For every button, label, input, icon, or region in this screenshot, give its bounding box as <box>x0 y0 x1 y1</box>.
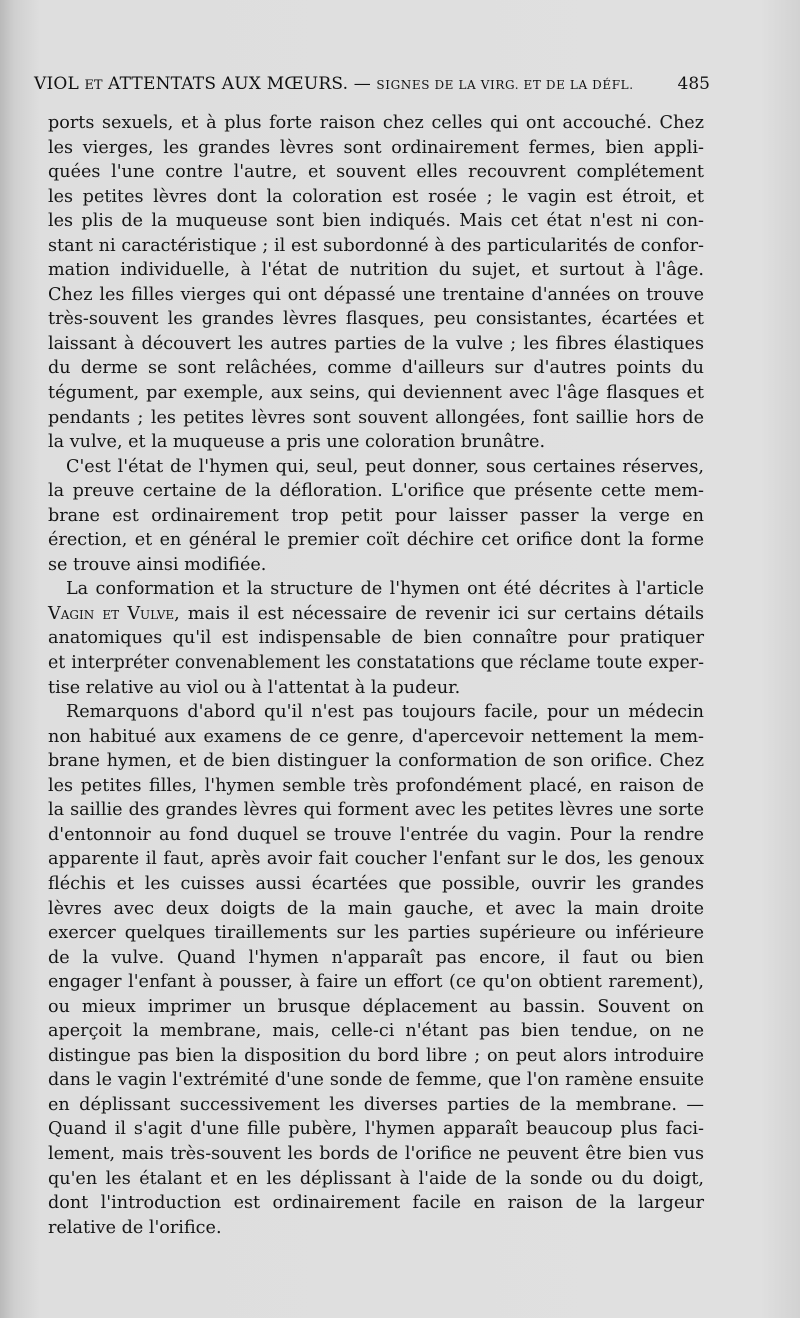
text-line: ports sexuels, et à plus forte raison chez celles qui ont accouché. Chez <box>48 113 704 133</box>
text-line: brane hymen, et de bien distinguer la conformation de son orifice. Chez <box>48 751 704 772</box>
text-line: dans le vagin l'extrémité d'une sonde de femme, que l'on ramène ensuite <box>48 1070 704 1091</box>
text-line: apparente il faut, après avoir fait coucher l'enfant sur le dos, les genoux <box>48 849 704 870</box>
running-title <box>34 74 634 94</box>
text-line: se trouve ainsi modifiée. <box>48 554 267 575</box>
text-line: lèvres avec deux doigts de la main gauche, et avec la main droite <box>48 898 704 919</box>
text-line: C'est l'état de l'hymen qui, seul, peut donner, sous certaines réserves, <box>66 456 704 477</box>
text-line: laissant à découvert les autres parties de la vulve ; les fibres élastiques <box>48 333 704 354</box>
text-line: relative de l'orifice. <box>48 1217 222 1238</box>
text-line: en déplissant successivement les diverses parties de la membrane. — <box>48 1094 704 1115</box>
text-line: stant ni caractéristique ; il est subordonné à des particularités de confor- <box>48 235 704 256</box>
text-line-with-reference <box>48 602 704 627</box>
text-line: qu'en les étalant et en les déplissant à l'aide de la sonde ou du doigt, <box>48 1168 704 1189</box>
text-fragment: , mais il est nécessaire de revenir ici sur certains détails <box>174 603 704 624</box>
text-line: du derme se sont relâchées, comme d'ailleurs sur d'autres points du <box>48 358 704 379</box>
text-line: Remarquons d'abord qu'il n'est pas toujours facile, pour un médecin <box>66 702 704 723</box>
text-line: fléchis et les cuisses aussi écartées que possible, ouvrir les grandes <box>48 873 704 894</box>
text-line: lement, mais très-souvent les bords de l'orifice ne peuvent être bien vus <box>48 1143 704 1164</box>
text-line: de la vulve. Quand l'hymen n'apparaît pas encore, il faut ou bien <box>48 947 704 968</box>
text-line: Quand il s'agit d'une fille pubère, l'hymen apparaît beaucoup plus faci- <box>48 1119 704 1140</box>
text-line: les plis de la muqueuse sont bien indiqués. Mais cet état n'est ni con- <box>48 211 704 232</box>
text-line: ou mieux imprimer un brusque déplacement au bassin. Souvent on <box>48 996 704 1017</box>
text-line: les petites filles, l'hymen semble très profondément placé, en raison de <box>48 775 704 796</box>
text-line: Chez les filles vierges qui ont dépassé une trentaine d'années on trouve <box>48 284 704 305</box>
text-line: la preuve certaine de la défloration. L'orifice que présente cette mem- <box>48 481 704 502</box>
page-number: 485 <box>677 74 710 94</box>
header-title-et: ET <box>84 78 103 93</box>
text-line: pendants ; les petites lèvres sont souvent allongées, font saillie hors de <box>48 407 704 428</box>
text-line: très-souvent les grandes lèvres flasques, peu consistantes, écartées et <box>48 309 704 330</box>
text-line: et interpréter convenablement les constatations que réclame toute exper- <box>48 653 704 674</box>
article-ref-vulve: Vulve <box>127 603 175 624</box>
running-header <box>34 74 710 94</box>
text-line: mation individuelle, à l'état de nutrition du sujet, et surtout à l'âge. <box>48 260 704 281</box>
paragraph-1 <box>48 111 704 455</box>
text-line: érection, et en général le premier coït déchire cet orifice dont la forme <box>48 530 704 551</box>
text-line: la saillie des grandes lèvres qui forment avec les petites lèvres une sorte <box>48 800 704 821</box>
text-line: les petites lèvres dont la coloration est rosée ; le vagin est étroit, et <box>48 186 704 207</box>
text-line: brane est ordinairement trop petit pour laisser passer la verge en <box>48 505 704 526</box>
text-line: d'entonnoir au fond duquel se trouve l'entrée du vagin. Pour la rendre <box>48 824 704 845</box>
text-line: quées l'une contre l'autre, et souvent elles recouvrent complétement <box>48 162 704 183</box>
article-ref-vagin: Vagin <box>48 603 95 624</box>
text-line: distingue pas bien la disposition du bord libre ; on peut alors introduire <box>48 1045 704 1066</box>
header-subtitle: SIGNES DE LA VIRG. ET DE LA DÉFL. <box>376 78 634 92</box>
article-ref-et: et <box>102 603 120 624</box>
header-title-part2: ATTENTATS AUX MŒURS. — <box>108 74 372 94</box>
text-line: dont l'introduction est ordinairement facile en raison de la largeur <box>48 1193 704 1214</box>
text-line: non habitué aux examens de ce genre, d'apercevoir nettement la mem- <box>48 726 704 747</box>
paragraph-4 <box>48 700 704 1240</box>
text-line: tise relative au viol ou à l'attentat à la pudeur. <box>48 677 461 698</box>
text-line: La conformation et la structure de l'hymen ont été décrites à l'article <box>66 579 704 600</box>
text-line: les vierges, les grandes lèvres sont ordinairement fermes, bien appli- <box>48 137 704 158</box>
text-line: engager l'enfant à pousser, à faire un effort (ce qu'on obtient rarement), <box>48 972 704 993</box>
text-line: aperçoit la membrane, mais, celle-ci n'étant pas bien tendue, on ne <box>48 1021 704 1042</box>
paragraph-2 <box>48 455 704 578</box>
text-line: tégument, par exemple, aux seins, qui deviennent avec l'âge flasques et <box>48 383 704 404</box>
paragraph-3 <box>48 577 704 700</box>
text-line: la vulve, et la muqueuse a pris une coloration brunâtre. <box>48 432 546 453</box>
text-line: exercer quelques tiraillements sur les parties supérieure ou inférieure <box>48 923 704 944</box>
body-text <box>48 111 704 1240</box>
text-line: anatomiques qu'il est indispensable de bien connaître pour pratiquer <box>48 628 704 649</box>
header-title-part1: VIOL <box>34 74 80 94</box>
